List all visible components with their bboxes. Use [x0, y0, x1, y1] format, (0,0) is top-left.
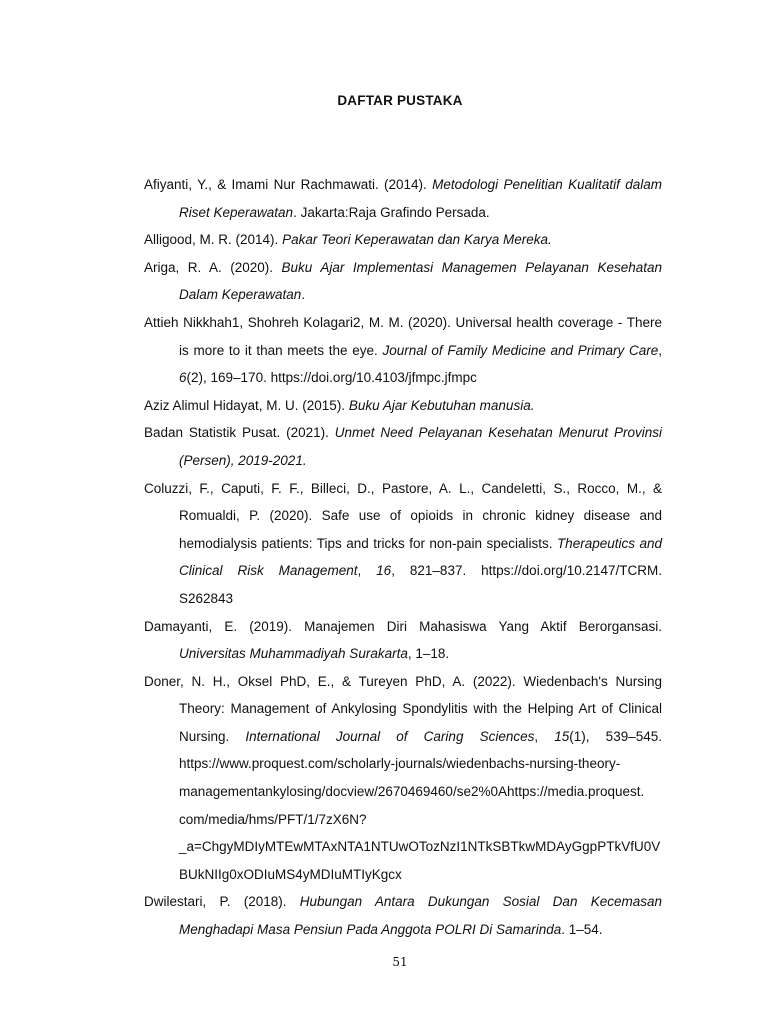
reference-text: Damayanti, E. (2019). Manajemen Diri Mahasiswa Yang Aktif Berorgansasi. [144, 618, 662, 634]
reference-italic-text: 15 [554, 728, 570, 744]
reference-text: Afiyanti, Y., & Imami Nur Rachmawati. (2014). [144, 177, 433, 192]
reference-entry [144, 668, 662, 889]
reference-text: , [357, 563, 377, 579]
reference-text: . Jakarta:Raja Grafindo Persada. [293, 204, 490, 220]
reference-italic-text: Journal of Family Medicine and Primary Care [382, 342, 659, 358]
reference-italic-text: Metodologi Penelitian Kualitatif dalam Riset Keperawatan [179, 177, 663, 220]
reference-text: (2), 169–170. https://doi.org/10.4103/jfmpc.jfmpc [186, 370, 477, 386]
reference-entry [144, 888, 662, 943]
reference-entry [144, 226, 662, 254]
reference-text: Badan Statistik Pusat. (2021). [144, 425, 335, 441]
reference-text: , [534, 728, 555, 744]
reference-entry [144, 613, 662, 668]
reference-entry [144, 475, 662, 613]
reference-text: Dwilestari, P. (2018). [144, 894, 300, 910]
reference-text: Aziz Alimul Hidayat, M. U. (2015). [144, 397, 349, 413]
reference-text: Doner, N. H., Oksel PhD, E., & Tureyen PhD, A. (2022). Wiedenbach's Nursing Theory: Management of Ankylosing Spondylitis with the Helping Art of Clinical Nursing. [144, 673, 662, 744]
reference-italic-text: Pakar Teori Keperawatan dan Karya Mereka. [282, 232, 552, 248]
reference-entry [144, 392, 662, 420]
reference-text: . 1–54. [561, 922, 603, 938]
reference-text: Alligood, M. R. (2014). [144, 232, 283, 248]
reference-text: Coluzzi, F., Caputi, F. F., Billeci, D., Pastore, A. L., Candeletti, S., Rocco, M., & Romualdi, P. (2020). Safe use of opioids in chronic kidney disease and hemodialysis patients: Tips and tricks for non-pain specialists. [144, 480, 662, 551]
reference-italic-text: Hubungan Antara Dukungan Sosial Dan Kecemasan Menghadapi Masa Pensiun Pada Anggota POLRI Di Samarinda [179, 894, 662, 938]
reference-text: Attieh Nikkhah1, Shohreh Kolagari2, M. M. (2020). Universal health coverage - There is more to it than meets the eye. [144, 314, 662, 358]
reference-entry [144, 254, 662, 309]
reference-text: , [658, 342, 662, 358]
reference-text: , 821–837. https://doi.org/10.2147/TCRM. S262843 [179, 563, 662, 606]
reference-entry [144, 309, 662, 392]
reference-list [144, 171, 662, 944]
reference-italic-text: Therapeutics and Clinical Risk Management [179, 535, 662, 579]
reference-italic-text: 6 [179, 370, 187, 386]
reference-italic-text: Buku Ajar Kebutuhan manusia. [348, 397, 535, 413]
reference-italic-text: Unmet Need Pelayanan Kesehatan Menurut Provinsi (Persen), 2019-2021. [179, 425, 662, 468]
reference-italic-text: 16 [376, 563, 392, 579]
page-number: 51 [392, 955, 408, 969]
reference-text: (1), 539–545. https://www.proquest.com/scholarly-journals/wiedenbachs-nursing-theory-managementankylosing/docview/2670469460/se2%0Ahttps://media.proquest. com/media/hms/PFT/1/7zX6N?_a=ChgyMDIyMTEwMTAxNTA1NTUwOTozNzI1NTkSBTkwMDAyGgpPTkVfU0VBUkNIIg0xODIuMS4yMDIuMTIyKgcx [179, 728, 662, 882]
reference-entry [144, 171, 662, 226]
reference-text: Ariga, R. A. (2020). [144, 259, 282, 275]
reference-entry [144, 419, 662, 474]
reference-italic-text: International Journal of Caring Sciences [245, 728, 535, 744]
reference-italic-text: Universitas Muhammadiyah Surakarta [179, 646, 408, 662]
page-title: DAFTAR PUSTAKA [337, 93, 463, 108]
reference-text: . [301, 287, 306, 303]
reference-text: , 1–18. [407, 646, 450, 662]
reference-italic-text: Buku Ajar Implementasi Managemen Pelayanan Kesehatan Dalam Keperawatan [179, 259, 662, 303]
